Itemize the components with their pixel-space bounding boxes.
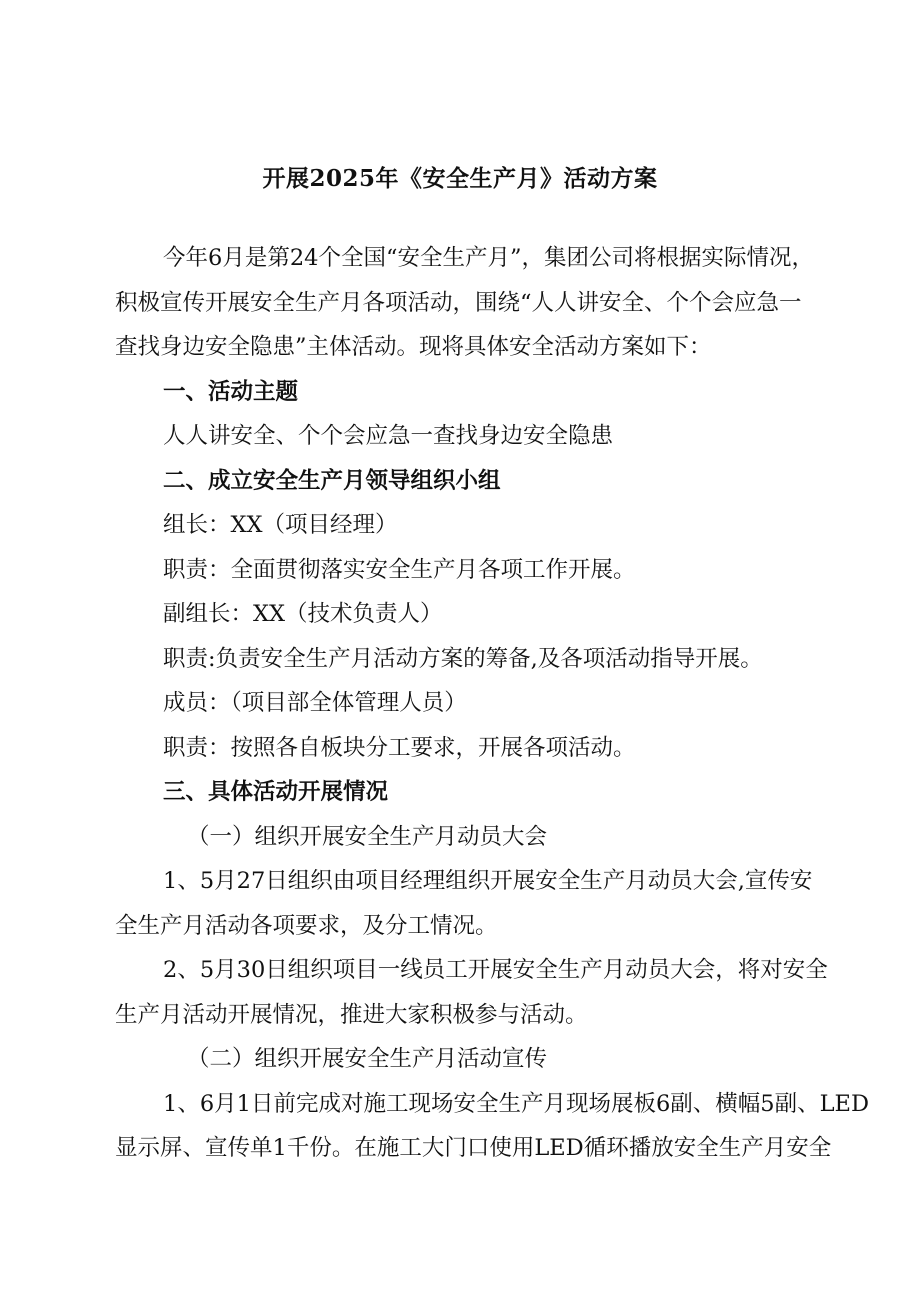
section1-heading: 一、活动主题 bbox=[163, 378, 299, 405]
intro-line: 积极宣传开展安全生产月各项活动，围绕“人人讲安全、个个会应急一 bbox=[115, 289, 802, 316]
intro-line: 查找身边安全隐患”主体活动。现将具体安全活动方案如下： bbox=[115, 334, 712, 360]
intro-line: 今年6月是第24个全国“安全生产月”，集团公司将根据实际情况， bbox=[163, 245, 814, 271]
sub1-item2-line: 2、5月30日组织项目一线员工开展安全生产月动员大会，将对安全 bbox=[163, 957, 828, 983]
document-body bbox=[115, 236, 869, 1171]
leader-line: 组长：XX（项目经理） bbox=[163, 512, 398, 538]
section1-text: 人人讲安全、个个会应急一查找身边安全隐患 bbox=[163, 423, 614, 449]
sub2-item1-line: 1、6月1日前完成对施工现场安全生产月现场展板6副、横幅5副、LED bbox=[163, 1090, 869, 1117]
members-duty-line: 职责：按照各自板块分工要求，开展各项活动。 bbox=[163, 734, 636, 761]
section2-heading: 二、成立安全生产月领导组织小组 bbox=[163, 467, 501, 494]
sub1-heading: （一）组织开展安全生产月动员大会 bbox=[187, 823, 548, 850]
sub1-item2-line: 生产月活动开展情况，推进大家积极参与活动。 bbox=[115, 1001, 588, 1028]
deputy-duty-line: 职责:负责安全生产月活动方案的筹备,及各项活动指导开展。 bbox=[163, 645, 763, 672]
sub1-item1-line: 1、5月27日组织由项目经理组织开展安全生产月动员大会,宣传安 bbox=[163, 868, 813, 894]
leader-duty-line: 职责：全面贯彻落实安全生产月各项工作开展。 bbox=[163, 556, 636, 583]
section3-heading: 三、具体活动开展情况 bbox=[163, 779, 389, 805]
members-line: 成员：（项目部全体管理人员） bbox=[163, 690, 467, 716]
deputy-line: 副组长：XX（技术负责人） bbox=[163, 601, 443, 627]
sub2-heading: （二）组织开展安全生产月活动宣传 bbox=[187, 1046, 548, 1072]
document-title: 开展2025年《安全生产月》活动方案 bbox=[262, 165, 658, 192]
sub2-item1-line: 显示屏、宣传单1千份。在施工大门口使用LED循环播放安全生产月安全 bbox=[115, 1135, 832, 1161]
sub1-item1-line: 全生产月活动各项要求，及分工情况。 bbox=[115, 912, 498, 939]
